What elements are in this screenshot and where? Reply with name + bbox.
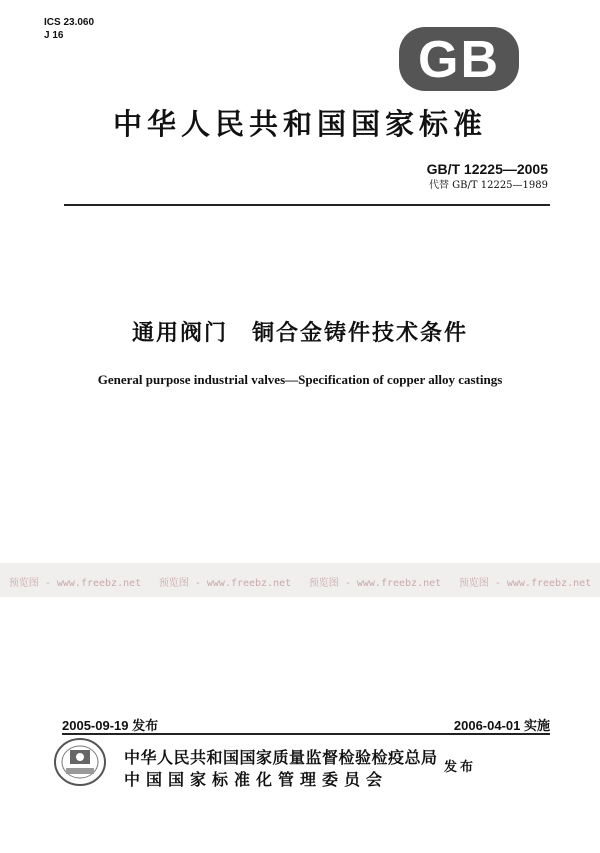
watermark xyxy=(0,574,600,589)
watermark-item: 预览图 - www.freebz.net xyxy=(458,578,592,589)
ccs-code: J 16 xyxy=(44,30,64,41)
watermark-item: 预览图 - www.freebz.net xyxy=(158,578,292,589)
issuer-sac: 中国国家标准化管理委员会 xyxy=(124,770,389,789)
gb-logo xyxy=(398,26,520,92)
watermark-item: 预览图 - www.freebz.net xyxy=(308,578,442,589)
issuer-seal-icon xyxy=(52,736,108,788)
watermark-item: 预览图 - www.freebz.net xyxy=(8,578,142,589)
footer-divider xyxy=(62,733,550,735)
header-divider xyxy=(64,204,550,206)
standard-number: GB/T 12225—2005 xyxy=(426,161,548,177)
issue-date: 2005-09-19 发布 xyxy=(62,718,159,733)
national-standard-title: 中华人民共和国国家标准 xyxy=(112,107,487,141)
implementation-date: 2006-04-01 实施 xyxy=(453,718,550,733)
gb-logo-text: GB xyxy=(418,31,500,89)
replaces-standard: 代替 GB/T 12225—1989 xyxy=(429,180,548,191)
document-title-english: General purpose industrial valves—Specification of copper alloy castings xyxy=(97,372,503,387)
document-title-chinese: 通用阀门 铜合金铸件技术条件 xyxy=(131,321,468,346)
ics-code: ICS 23.060 xyxy=(44,17,95,28)
issue-label: 发布 xyxy=(444,760,477,775)
classification-codes xyxy=(44,16,94,42)
issuer-aqsiq: 中华人民共和国国家质量监督检验检疫总局 xyxy=(124,748,438,767)
